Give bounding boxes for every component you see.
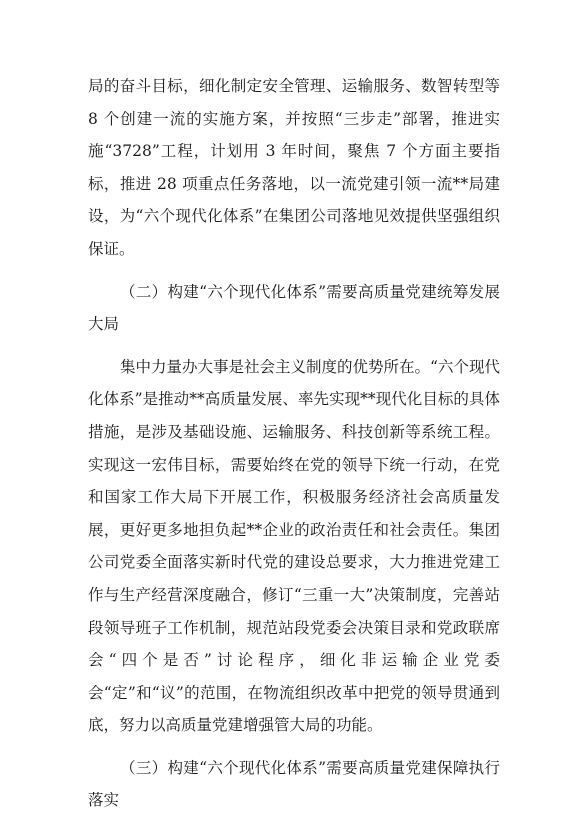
paragraph-gap [88,266,500,276]
document-body [88,70,500,817]
section-heading-2: （二）构建“六个现代化体系”需要高质量党建统筹发展大局 [88,282,500,334]
paragraph-gap [88,341,500,351]
paragraph-gap [88,742,500,752]
paragraph-body-1: 局的奋斗目标，细化制定安全管理、运输服务、数智转型等 8 个创建一流的实施方案，并按照“三步走”部署，推进实施“3728”工程，计划用 3 年时间，聚焦 7 个方面主要指标，推进 28 项重点任务落地，以一流党建引领一流**局建设，为“六个现代化体系”在集团公司落地见效提供坚强组织保证。 [88,77,500,258]
paragraph-body-2: 集中力量办大事是社会主义制度的优势所在。“六个现代化体系”是推动**高质量发展、率先实现**现代化目标的具体措施，是涉及基础设施、运输服务、科技创新等系统工程。实现这一宏伟目标，需要始终在党的领导下统一行动，在党和国家工作大局下开展工作，积极服务经济社会高质量发展，更好更多地担负起**企业的政治责任和社会责任。集团公司党委全面落实新时代党的建设总要求，大力推进党建工作与生产经营深度融合，修订“三重一大”决策制度，完善站段领导班子工作机制，规范站段党委会决策目录和党政联席会“四个是否”讨论程序，细化非运输企业党委会“定”和“议”的范围，在物流组织改革中把党的领导贯通到底，努力以高质量党建增强管大局的功能。 [88,357,500,735]
section-heading-3: （三）构建“六个现代化体系”需要高质量党建保障执行落实 [88,758,500,810]
